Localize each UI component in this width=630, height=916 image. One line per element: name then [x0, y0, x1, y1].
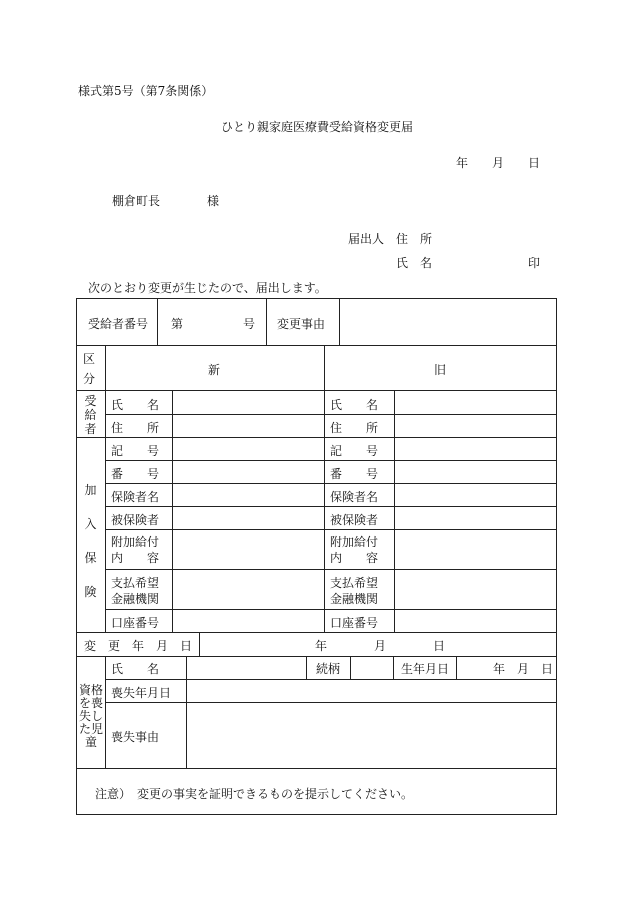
date-month-label: 月	[492, 156, 505, 170]
seal-mark: 印	[528, 256, 541, 270]
child-relation-label: 続柄	[316, 662, 341, 676]
applicant-label: 届出人	[348, 232, 385, 246]
recipient-number-label: 受給者番号	[88, 317, 149, 331]
insured-person-new: 被保険者	[111, 513, 160, 527]
applicant-name-label: 氏 名	[396, 256, 433, 270]
insurance-symbol-new: 記 号	[111, 444, 160, 458]
insurance-number-old: 番 号	[330, 467, 379, 481]
account-number-old: 口座番号	[330, 616, 379, 630]
change-reason-label: 変更事由	[277, 317, 326, 331]
document-title: ひとり親家庭医療費受給資格変更届	[221, 120, 414, 134]
insurance-symbol-old: 記 号	[330, 444, 379, 458]
child-birth-year: 年	[493, 662, 506, 676]
date-day-label: 日	[528, 156, 541, 170]
child-birthdate-label: 生年月日	[401, 662, 450, 676]
old-column-header: 旧	[434, 363, 447, 377]
change-date-month: 月	[374, 639, 387, 653]
number-suffix: 号	[243, 317, 256, 331]
loss-date-label: 喪失年月日	[111, 686, 172, 700]
date-year-label: 年	[456, 156, 469, 170]
new-column-header: 新	[208, 363, 221, 377]
payment-bank-old-1: 支払希望	[330, 576, 379, 590]
recipient-section-label: 受給者	[84, 394, 97, 436]
addressee-suffix: 様	[207, 194, 220, 208]
intro-text: 次のとおり変更が生じたので、届出します。	[88, 281, 327, 295]
category-label: 区分	[82, 352, 95, 386]
payment-bank-new-1: 支払希望	[111, 576, 160, 590]
payment-bank-old-2: 金融機関	[330, 592, 379, 606]
insurer-name-new: 保険者名	[111, 490, 160, 504]
number-prefix: 第	[171, 317, 184, 331]
supplementary-benefit-new-2: 内 容	[111, 551, 160, 565]
recipient-address-label-new: 住 所	[111, 421, 160, 435]
payment-bank-new-2: 金融機関	[111, 592, 160, 606]
supplementary-benefit-new-1: 附加給付	[111, 535, 160, 549]
child-birth-month: 月	[517, 662, 530, 676]
child-name-label: 氏 名	[111, 662, 160, 676]
child-birth-day: 日	[541, 662, 554, 676]
applicant-address-label: 住 所	[396, 232, 433, 246]
change-date-year: 年	[315, 639, 328, 653]
lost-eligibility-child-label: 資格を喪失した児童	[78, 683, 103, 749]
notice-text: 注意） 変更の事実を証明できるものを提示してください。	[95, 787, 414, 801]
account-number-new: 口座番号	[111, 616, 160, 630]
loss-reason-label: 喪失事由	[111, 730, 160, 744]
insurance-number-new: 番 号	[111, 467, 160, 481]
insured-person-old: 被保険者	[330, 513, 379, 527]
supplementary-benefit-old-2: 内 容	[330, 551, 379, 565]
form-number: 様式第5号（第7条関係）	[78, 84, 214, 98]
change-date-label: 変 更 年 月 日	[84, 639, 193, 653]
insurer-name-old: 保険者名	[330, 490, 379, 504]
addressee: 棚倉町長	[112, 194, 161, 208]
change-date-day: 日	[433, 639, 446, 653]
recipient-name-label-new: 氏 名	[111, 398, 160, 412]
insurance-section-label: 加入保険	[84, 483, 97, 599]
recipient-name-label-old: 氏 名	[330, 398, 379, 412]
supplementary-benefit-old-1: 附加給付	[330, 535, 379, 549]
recipient-address-label-old: 住 所	[330, 421, 379, 435]
